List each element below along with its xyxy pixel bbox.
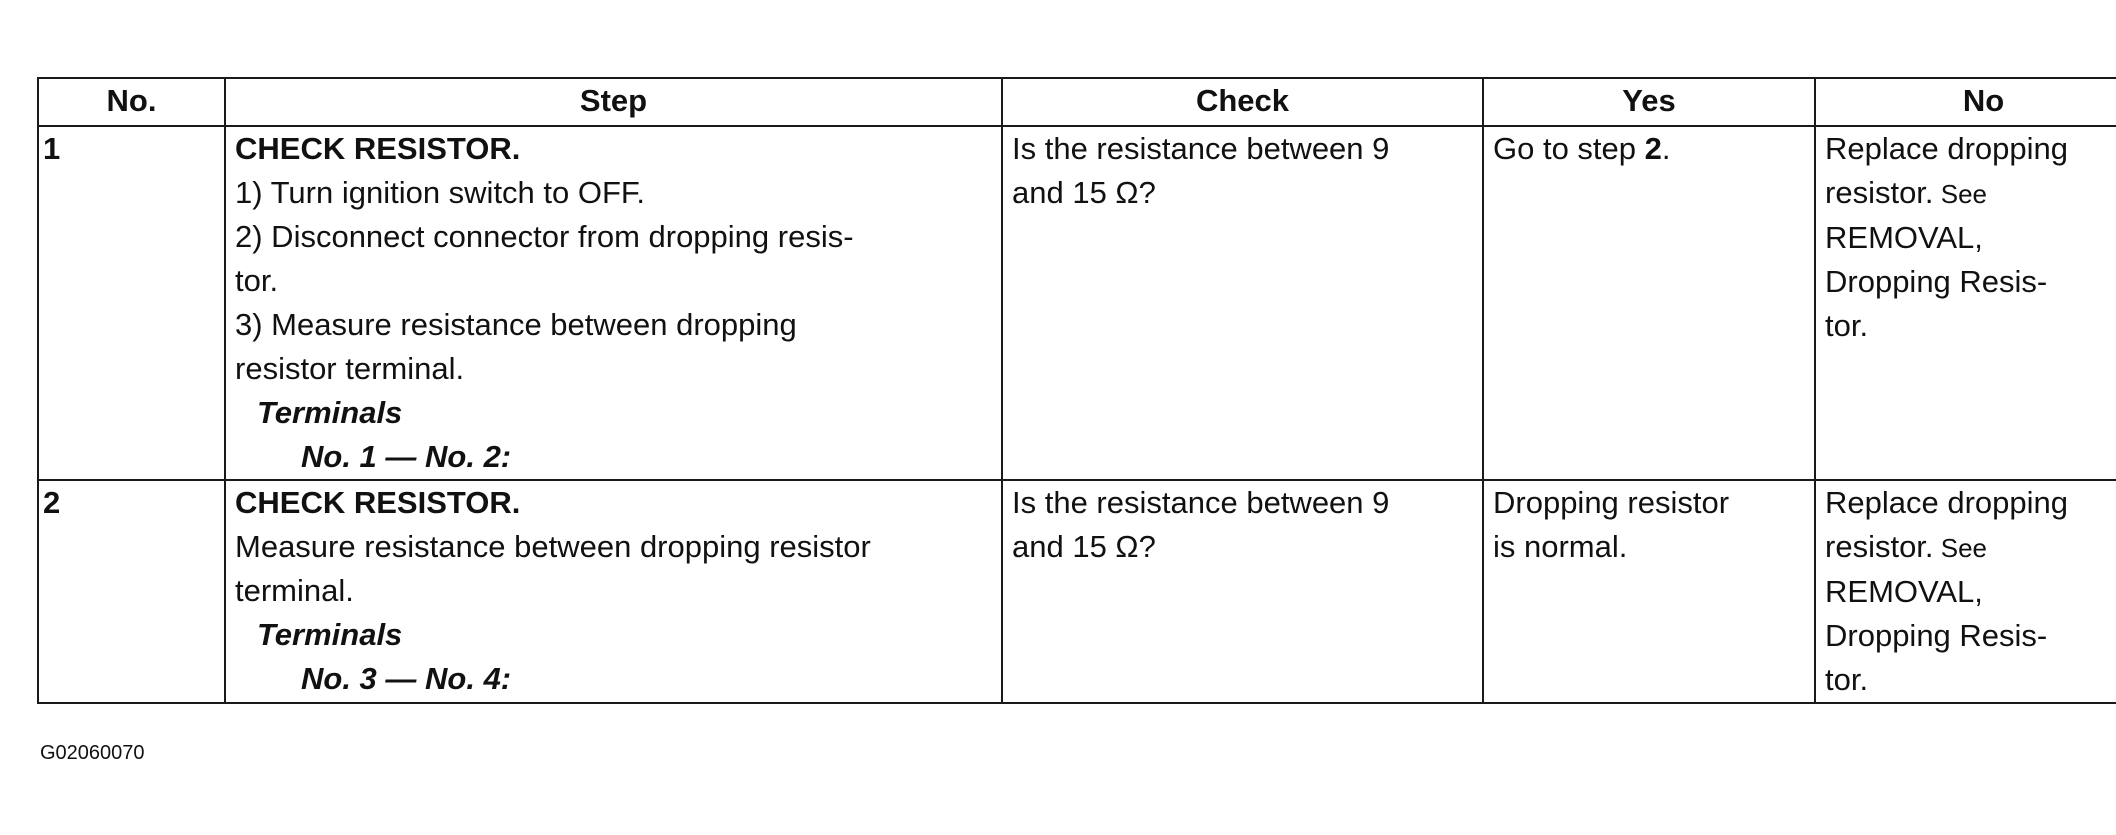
no-line: tor. (1825, 662, 1869, 697)
yes-line: is normal. (1493, 529, 1628, 564)
check-cell (1002, 126, 1483, 480)
table-row (38, 480, 2116, 703)
step-line: Measure resistance between dropping resistor (235, 529, 871, 564)
no-line: REMOVAL, (1825, 574, 1983, 609)
no-line: Replace dropping (1825, 131, 2069, 166)
figure-code: G02060070 (40, 742, 145, 764)
no-line-text: resistor. (1825, 175, 1934, 210)
step-line: 1) Turn ignition switch to OFF. (235, 175, 646, 210)
yes-text-end: . (1661, 131, 1671, 166)
step-line: 2) Disconnect connector from dropping resis- (235, 219, 854, 254)
check-cell (1002, 480, 1483, 703)
yes-cell (1483, 480, 1815, 703)
step-number: 2 (38, 480, 225, 703)
step-line: tor. (235, 263, 279, 298)
step-number: 1 (38, 126, 225, 480)
yes-step-ref: 2 (1644, 131, 1662, 166)
header-check: Check (1002, 78, 1483, 126)
header-yes: Yes (1483, 78, 1815, 126)
check-line: and 15 Ω? (1012, 529, 1156, 564)
step-line: resistor terminal. (235, 351, 465, 386)
terminals-label: Terminals (257, 617, 403, 652)
no-cell (1815, 126, 2116, 480)
check-line: and 15 Ω? (1012, 175, 1156, 210)
check-line: Is the resistance between 9 (1012, 131, 1390, 166)
no-line: REMOVAL, (1825, 220, 1983, 255)
see-text: See (1933, 179, 1988, 209)
terminals-value: No. 1 — No. 2: (301, 439, 512, 474)
no-line: Replace dropping (1825, 485, 2069, 520)
step-title: CHECK RESISTOR. (235, 485, 521, 520)
header-no: No. (38, 78, 225, 126)
yes-line: Dropping resistor (1493, 485, 1730, 520)
yes-cell (1483, 126, 1815, 480)
table-header-row (38, 78, 2116, 126)
see-text: See (1933, 533, 1988, 563)
no-line-resistor (1825, 525, 2116, 570)
no-line-text: resistor. (1825, 529, 1934, 564)
no-line-resistor (1825, 171, 2116, 216)
diagnostic-table (37, 77, 2116, 704)
no-line: Dropping Resis- (1825, 264, 2048, 299)
no-cell (1815, 480, 2116, 703)
check-line: Is the resistance between 9 (1012, 485, 1390, 520)
no-line: Dropping Resis- (1825, 618, 2048, 653)
step-line: terminal. (235, 573, 354, 608)
table-row (38, 126, 2116, 480)
step-cell (225, 480, 1002, 703)
terminals-value: No. 3 — No. 4: (301, 661, 512, 696)
terminals-label: Terminals (257, 395, 403, 430)
yes-text: Go to step (1493, 131, 1645, 166)
step-cell (225, 126, 1002, 480)
step-title: CHECK RESISTOR. (235, 131, 521, 166)
no-line: tor. (1825, 308, 1869, 343)
header-step: Step (225, 78, 1002, 126)
step-line: 3) Measure resistance between dropping (235, 307, 797, 342)
header-no-answer: No (1815, 78, 2116, 126)
